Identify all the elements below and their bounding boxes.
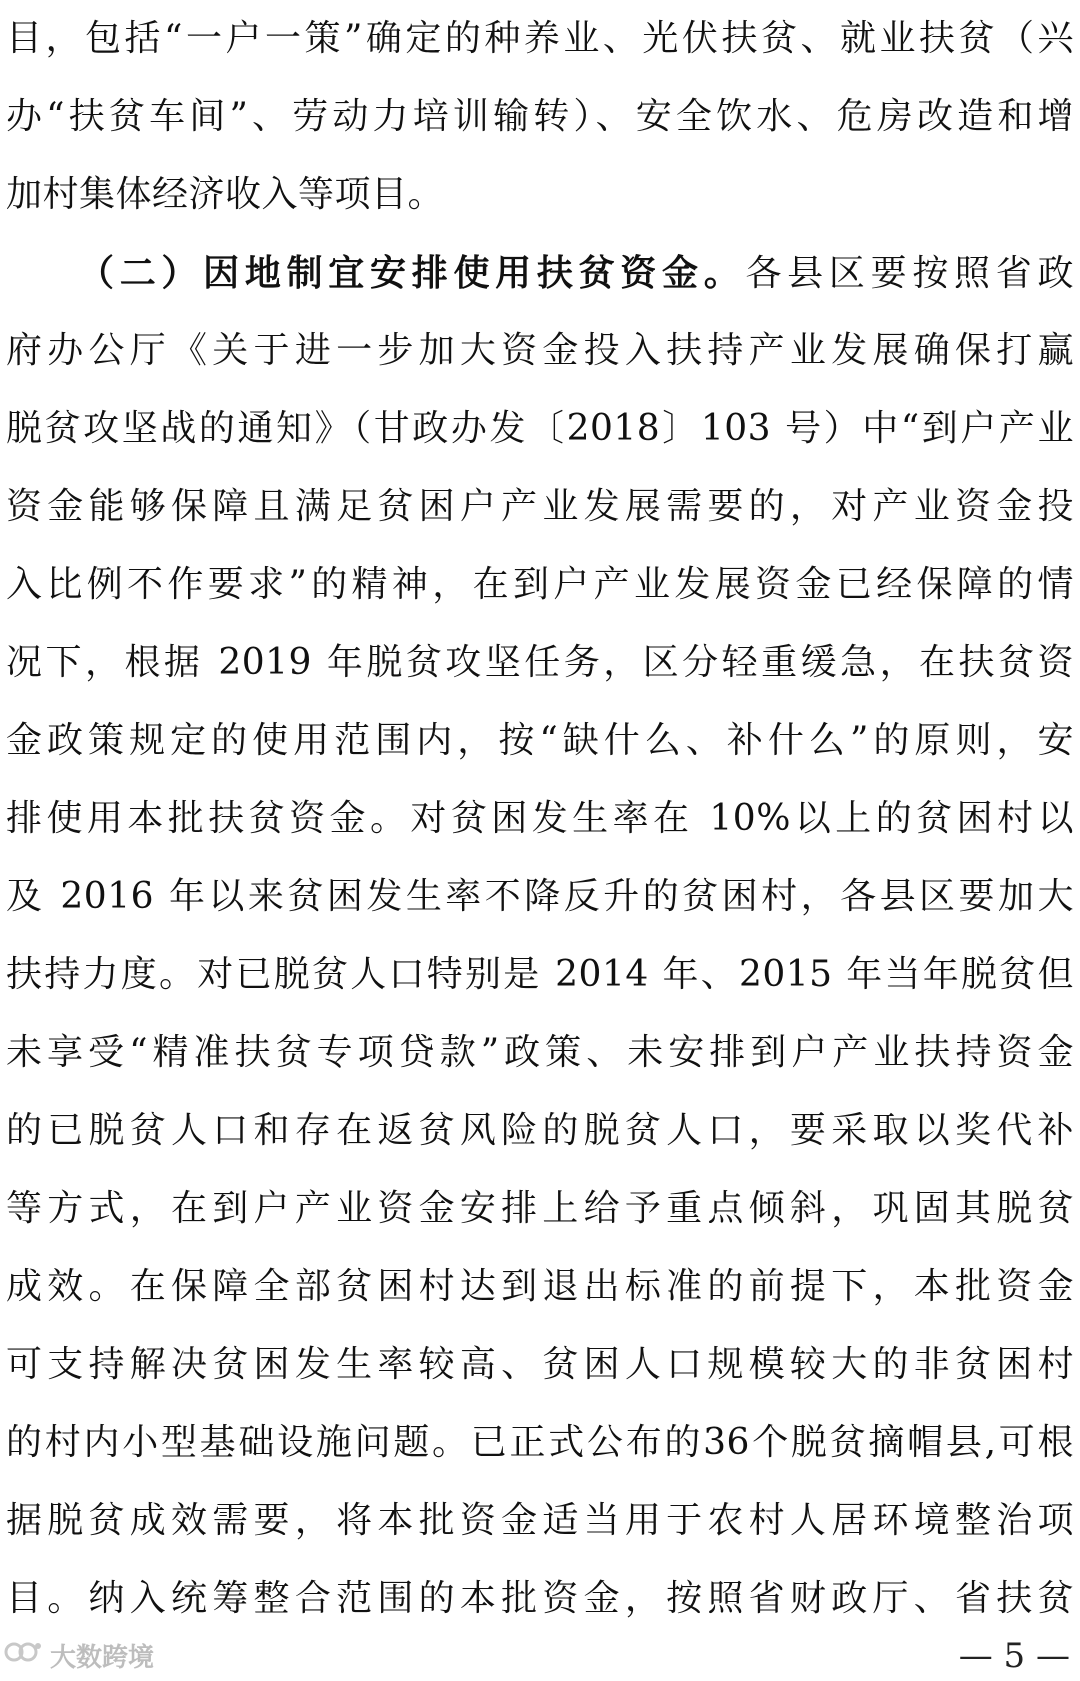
text-line: 况下，根据 2019 年脱贫攻坚任务，区分轻重缓急，在扶贫资 <box>6 642 1074 683</box>
watermark <box>4 1638 154 1672</box>
text-line: 的村内小型基础设施问题。已正式公布的36个脱贫摘帽县,可根 <box>6 1422 1074 1463</box>
text-line: 扶持力度。对已脱贫人口特别是 2014 年、2015 年当年脱贫但 <box>6 954 1074 995</box>
watermark-text: 大数跨境 <box>50 1642 155 1673</box>
text-span: 各县区要按照省政 <box>745 253 1074 294</box>
text-line: 可支持解决贫困发生率较高、贫困人口规模较大的非贫困村 <box>6 1344 1074 1385</box>
text-line: 府办公厅《关于进一步加大资金投入扶持产业发展确保打赢 <box>6 330 1074 371</box>
text-line: 未享受“精准扶贫专项贷款”政策、未安排到户产业扶持资金 <box>6 1032 1074 1073</box>
section-heading: （二）因地制宜安排使用扶贫资金。 <box>78 252 746 294</box>
text-line: 金政策规定的使用范围内，按“缺什么、补什么”的原则，安 <box>6 720 1074 761</box>
text-line: 办“扶贫车间”、劳动力培训输转）、安全饮水、危房改造和增 <box>6 96 1074 137</box>
section-line <box>78 234 1074 312</box>
text-line: 目。纳入统筹整合范围的本批资金，按照省财政厅、省扶贫 <box>6 1578 1074 1619</box>
text-line: 的已脱贫人口和存在返贫风险的脱贫人口，要采取以奖代补 <box>6 1110 1074 1151</box>
text-line: 加村集体经济收入等项目。 <box>6 174 445 215</box>
text-line: 据脱贫成效需要，将本批资金适当用于农村人居环境整治项 <box>6 1500 1074 1541</box>
text-line: 资金能够保障且满足贫困户产业发展需要的，对产业资金投 <box>6 486 1074 527</box>
text-line: 脱贫攻坚战的通知》（甘政办发〔2018〕103 号）中“到户产业 <box>6 408 1074 449</box>
text-line: 排使用本批扶贫资金。对贫困发生率在 10%以上的贫困村以 <box>6 798 1074 839</box>
text-line: 入比例不作要求”的精神，在到户产业发展资金已经保障的情 <box>6 564 1074 605</box>
page-number: — 5 — <box>958 1636 1070 1676</box>
watermark-logo-icon <box>4 1638 44 1673</box>
text-line: 等方式，在到户产业资金安排上给予重点倾斜，巩固其脱贫 <box>6 1188 1074 1229</box>
text-line: 成效。在保障全部贫困村达到退出标准的前提下，本批资金 <box>6 1266 1074 1307</box>
text-line: 及 2016 年以来贫困发生率不降反升的贫困村，各县区要加大 <box>6 876 1074 917</box>
text-line: 目，包括“一户一策”确定的种养业、光伏扶贫、就业扶贫（兴 <box>6 18 1074 59</box>
